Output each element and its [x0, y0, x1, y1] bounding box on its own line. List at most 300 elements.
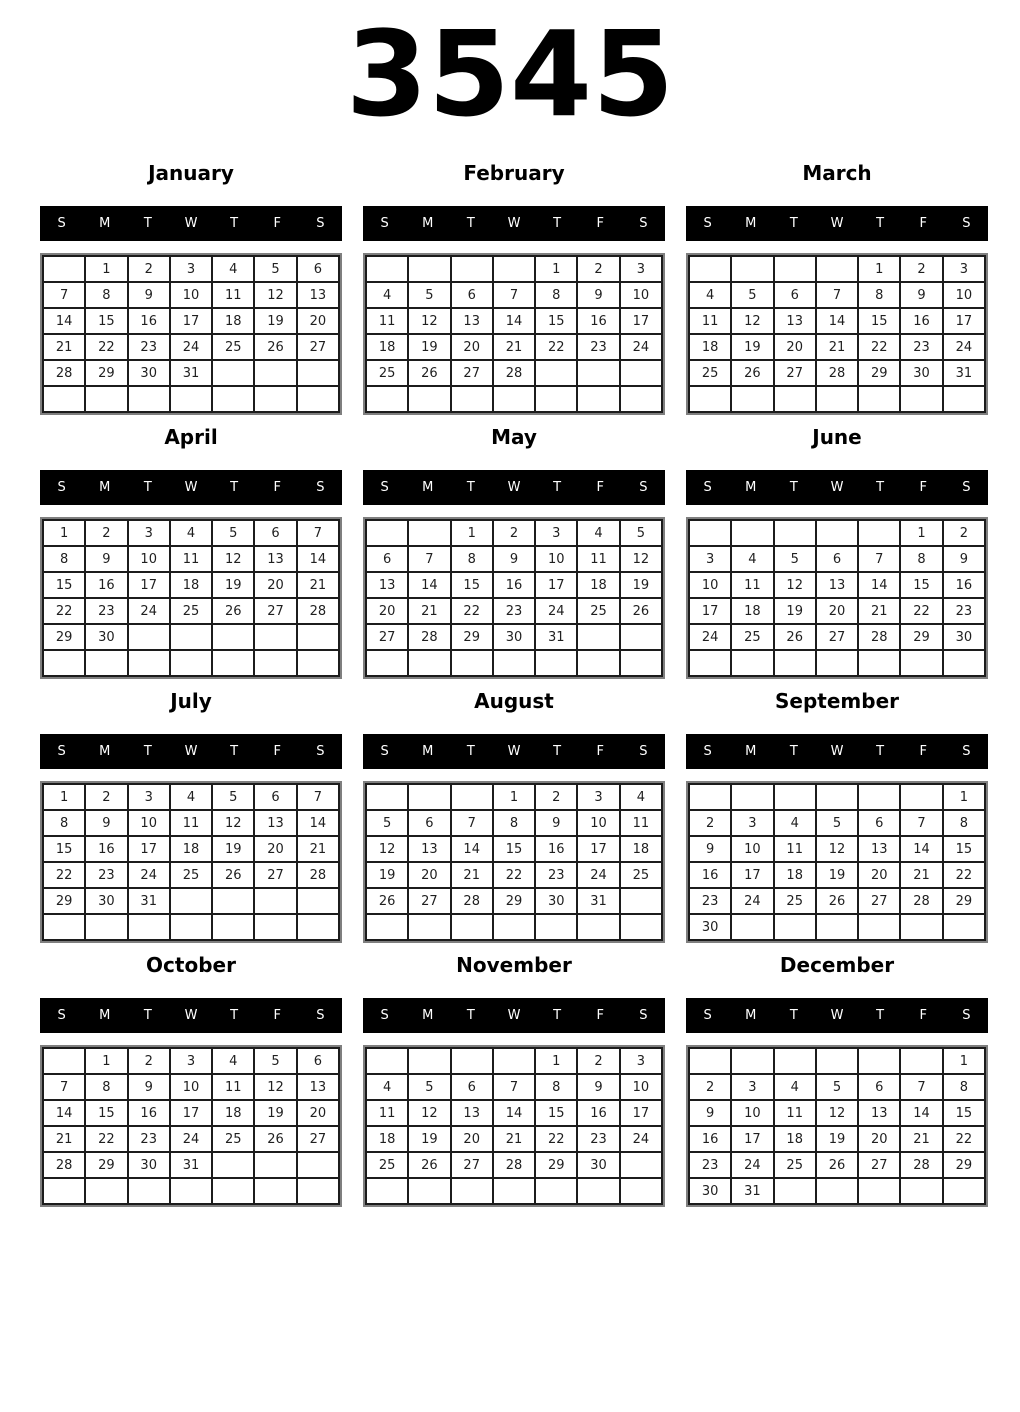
week-row: [366, 572, 662, 598]
day-cell: 22: [943, 1126, 985, 1152]
day-cell: 29: [900, 624, 942, 650]
day-cell: 3: [128, 520, 170, 546]
empty-day-cell: [297, 914, 339, 940]
day-cell: 18: [774, 862, 816, 888]
day-cell: 18: [212, 308, 254, 334]
day-cell: 15: [493, 836, 535, 862]
day-cell: 20: [451, 1126, 493, 1152]
week-row: [366, 520, 662, 546]
day-header-label: S: [703, 1008, 712, 1024]
week-row: [689, 308, 985, 334]
day-cell: 9: [128, 282, 170, 308]
day-cell: 11: [170, 810, 212, 836]
day-header-label: T: [230, 216, 239, 232]
day-header-label: S: [316, 1008, 325, 1024]
day-cell: 23: [577, 334, 619, 360]
empty-day-cell: [816, 1048, 858, 1074]
day-cell: 19: [816, 862, 858, 888]
day-header-label: T: [789, 1008, 798, 1024]
day-cell: 4: [774, 1074, 816, 1100]
day-cell: 30: [943, 624, 985, 650]
day-cell: 29: [43, 624, 85, 650]
empty-day-cell: [254, 360, 296, 386]
day-cell: 18: [366, 1126, 408, 1152]
empty-day-cell: [254, 624, 296, 650]
day-header-label: S: [639, 1008, 648, 1024]
week-row: [366, 334, 662, 360]
day-cell: 5: [408, 1074, 450, 1100]
month-title: August: [474, 689, 554, 714]
day-cell: 6: [366, 546, 408, 572]
week-row: [366, 1074, 662, 1100]
empty-day-cell: [408, 914, 450, 940]
day-cell: 24: [170, 334, 212, 360]
day-header-label: S: [962, 480, 971, 496]
week-row: [689, 598, 985, 624]
week-row: [689, 914, 985, 940]
week-row: [366, 360, 662, 386]
empty-day-cell: [577, 914, 619, 940]
day-cell: 10: [128, 546, 170, 572]
day-cell: 8: [858, 282, 900, 308]
day-cell: 28: [900, 888, 942, 914]
month-grid: [42, 255, 340, 413]
empty-day-cell: [858, 784, 900, 810]
day-cell: 1: [535, 256, 577, 282]
day-cell: 30: [900, 360, 942, 386]
empty-day-cell: [43, 914, 85, 940]
day-cell: 23: [128, 1126, 170, 1152]
day-cell: 12: [366, 836, 408, 862]
day-cell: 21: [297, 836, 339, 862]
day-cell: 26: [816, 888, 858, 914]
month-block: [686, 953, 988, 1207]
empty-day-cell: [900, 914, 942, 940]
day-cell: 19: [212, 836, 254, 862]
month-title: February: [463, 161, 565, 186]
day-cell: 17: [535, 572, 577, 598]
day-of-week-header: [40, 998, 342, 1033]
empty-day-cell: [900, 386, 942, 412]
months-grid: [0, 143, 1020, 1207]
day-cell: 14: [297, 810, 339, 836]
day-cell: 14: [493, 308, 535, 334]
day-cell: 28: [297, 862, 339, 888]
day-cell: 23: [85, 598, 127, 624]
day-cell: 16: [128, 308, 170, 334]
day-cell: 7: [408, 546, 450, 572]
day-cell: 30: [689, 1178, 731, 1204]
day-cell: 12: [212, 810, 254, 836]
day-cell: 6: [774, 282, 816, 308]
day-cell: 20: [297, 308, 339, 334]
day-cell: 21: [43, 1126, 85, 1152]
day-cell: 1: [858, 256, 900, 282]
month-grid: [688, 783, 986, 941]
week-row: [366, 308, 662, 334]
week-row: [366, 810, 662, 836]
day-cell: 4: [366, 1074, 408, 1100]
day-cell: 16: [943, 572, 985, 598]
empty-day-cell: [774, 914, 816, 940]
day-cell: 1: [900, 520, 942, 546]
month-grid-border: [363, 517, 665, 679]
empty-day-cell: [43, 1178, 85, 1204]
day-of-week-header: [40, 470, 342, 505]
month-grid-border: [40, 781, 342, 943]
empty-day-cell: [43, 256, 85, 282]
day-cell: 30: [577, 1152, 619, 1178]
month-block: [40, 953, 342, 1207]
day-cell: 2: [689, 1074, 731, 1100]
empty-day-cell: [128, 914, 170, 940]
day-header-label: M: [422, 1008, 434, 1024]
day-cell: 14: [493, 1100, 535, 1126]
day-cell: 12: [816, 1100, 858, 1126]
empty-day-cell: [731, 386, 773, 412]
month-title: July: [170, 689, 212, 714]
day-cell: 17: [731, 1126, 773, 1152]
day-cell: 30: [85, 624, 127, 650]
day-cell: 7: [900, 810, 942, 836]
month-grid-border: [686, 253, 988, 415]
day-header-label: M: [99, 216, 111, 232]
day-cell: 10: [170, 282, 212, 308]
empty-day-cell: [366, 650, 408, 676]
day-cell: 19: [366, 862, 408, 888]
day-header-label: W: [830, 744, 844, 760]
day-header-label: S: [380, 480, 389, 496]
day-cell: 26: [254, 334, 296, 360]
day-cell: 9: [577, 282, 619, 308]
empty-day-cell: [816, 386, 858, 412]
day-cell: 4: [774, 810, 816, 836]
empty-day-cell: [689, 256, 731, 282]
day-cell: 11: [366, 308, 408, 334]
day-cell: 29: [451, 624, 493, 650]
week-row: [366, 1126, 662, 1152]
day-cell: 18: [731, 598, 773, 624]
day-header-label: F: [596, 1008, 605, 1024]
day-header-label: S: [703, 216, 712, 232]
empty-day-cell: [128, 386, 170, 412]
day-cell: 31: [731, 1178, 773, 1204]
day-cell: 27: [254, 862, 296, 888]
month-block: [686, 689, 988, 943]
empty-day-cell: [170, 914, 212, 940]
day-cell: 8: [900, 546, 942, 572]
empty-day-cell: [451, 650, 493, 676]
day-cell: 15: [43, 572, 85, 598]
day-cell: 8: [535, 282, 577, 308]
day-cell: 25: [774, 1152, 816, 1178]
week-row: [43, 546, 339, 572]
day-cell: 17: [689, 598, 731, 624]
day-header-label: W: [507, 480, 521, 496]
day-cell: 31: [535, 624, 577, 650]
day-cell: 21: [900, 862, 942, 888]
day-cell: 31: [577, 888, 619, 914]
day-cell: 3: [577, 784, 619, 810]
day-cell: 13: [774, 308, 816, 334]
month-grid: [42, 783, 340, 941]
empty-day-cell: [85, 386, 127, 412]
day-cell: 25: [577, 598, 619, 624]
empty-day-cell: [451, 386, 493, 412]
week-row: [43, 360, 339, 386]
day-cell: 3: [689, 546, 731, 572]
day-cell: 16: [493, 572, 535, 598]
empty-day-cell: [620, 650, 662, 676]
day-cell: 17: [731, 862, 773, 888]
empty-day-cell: [943, 914, 985, 940]
empty-day-cell: [943, 650, 985, 676]
day-header-label: S: [962, 744, 971, 760]
day-header-label: T: [466, 744, 475, 760]
empty-day-cell: [408, 1178, 450, 1204]
empty-day-cell: [858, 914, 900, 940]
day-cell: 29: [535, 1152, 577, 1178]
week-row: [689, 1178, 985, 1204]
day-header-label: S: [639, 744, 648, 760]
day-cell: 25: [731, 624, 773, 650]
day-cell: 5: [816, 810, 858, 836]
week-row: [689, 650, 985, 676]
day-cell: 23: [900, 334, 942, 360]
empty-day-cell: [85, 914, 127, 940]
day-header-label: T: [143, 744, 152, 760]
day-cell: 8: [85, 1074, 127, 1100]
day-cell: 20: [774, 334, 816, 360]
week-row: [43, 308, 339, 334]
day-cell: 25: [170, 862, 212, 888]
day-cell: 18: [170, 572, 212, 598]
day-header-label: S: [380, 1008, 389, 1024]
day-cell: 16: [535, 836, 577, 862]
month-title: December: [779, 953, 895, 978]
day-of-week-header: [363, 734, 665, 769]
week-row: [366, 1178, 662, 1204]
day-cell: 22: [85, 334, 127, 360]
day-cell: 21: [43, 334, 85, 360]
day-cell: 5: [408, 282, 450, 308]
week-row: [689, 624, 985, 650]
week-row: [43, 1100, 339, 1126]
day-header-label: S: [57, 744, 66, 760]
empty-day-cell: [858, 386, 900, 412]
empty-day-cell: [774, 386, 816, 412]
week-row: [43, 386, 339, 412]
empty-day-cell: [297, 650, 339, 676]
day-cell: 11: [170, 546, 212, 572]
month-title: October: [146, 953, 236, 978]
empty-day-cell: [254, 1152, 296, 1178]
day-of-week-header: [40, 734, 342, 769]
day-cell: 9: [900, 282, 942, 308]
day-cell: 20: [816, 598, 858, 624]
month-title: June: [812, 425, 862, 450]
day-cell: 27: [297, 1126, 339, 1152]
day-header-label: T: [876, 216, 885, 232]
day-header-label: F: [273, 1008, 282, 1024]
empty-day-cell: [577, 650, 619, 676]
day-header-label: T: [789, 744, 798, 760]
week-row: [689, 1152, 985, 1178]
day-cell: 22: [451, 598, 493, 624]
day-cell: 24: [620, 334, 662, 360]
week-row: [43, 520, 339, 546]
day-header-label: M: [422, 744, 434, 760]
day-cell: 19: [620, 572, 662, 598]
week-row: [43, 624, 339, 650]
day-cell: 4: [212, 1048, 254, 1074]
empty-day-cell: [900, 784, 942, 810]
day-header-label: F: [919, 744, 928, 760]
day-cell: 21: [493, 334, 535, 360]
month-title: April: [164, 425, 218, 450]
day-cell: 13: [858, 836, 900, 862]
day-header-label: F: [596, 744, 605, 760]
day-cell: 29: [943, 1152, 985, 1178]
month-block: [686, 425, 988, 679]
empty-day-cell: [774, 256, 816, 282]
day-cell: 23: [577, 1126, 619, 1152]
month-title: January: [148, 161, 234, 186]
month-block: [363, 161, 665, 415]
week-row: [43, 810, 339, 836]
week-row: [43, 888, 339, 914]
day-header-label: S: [962, 1008, 971, 1024]
week-row: [366, 282, 662, 308]
day-cell: 6: [254, 520, 296, 546]
day-cell: 18: [689, 334, 731, 360]
day-cell: 12: [620, 546, 662, 572]
day-cell: 19: [254, 308, 296, 334]
empty-day-cell: [254, 386, 296, 412]
empty-day-cell: [858, 1178, 900, 1204]
day-cell: 27: [816, 624, 858, 650]
day-header-label: F: [919, 1008, 928, 1024]
empty-day-cell: [535, 360, 577, 386]
week-row: [689, 1074, 985, 1100]
day-cell: 19: [816, 1126, 858, 1152]
day-cell: 14: [900, 836, 942, 862]
empty-day-cell: [731, 650, 773, 676]
empty-day-cell: [493, 914, 535, 940]
week-row: [43, 1074, 339, 1100]
day-header-label: W: [184, 1008, 198, 1024]
day-cell: 11: [774, 836, 816, 862]
day-cell: 10: [128, 810, 170, 836]
day-cell: 6: [297, 256, 339, 282]
day-cell: 26: [816, 1152, 858, 1178]
day-header-label: F: [273, 744, 282, 760]
day-cell: 5: [816, 1074, 858, 1100]
day-cell: 3: [128, 784, 170, 810]
day-cell: 22: [493, 862, 535, 888]
month-grid: [688, 1047, 986, 1205]
month-block: [363, 953, 665, 1207]
day-cell: 21: [493, 1126, 535, 1152]
day-cell: 12: [774, 572, 816, 598]
month-grid: [365, 1047, 663, 1205]
day-cell: 27: [254, 598, 296, 624]
day-cell: 13: [297, 1074, 339, 1100]
empty-day-cell: [212, 1178, 254, 1204]
day-header-label: T: [466, 216, 475, 232]
day-cell: 10: [689, 572, 731, 598]
day-cell: 29: [858, 360, 900, 386]
empty-day-cell: [212, 888, 254, 914]
day-cell: 10: [731, 836, 773, 862]
month-grid-border: [363, 1045, 665, 1207]
day-cell: 25: [689, 360, 731, 386]
week-row: [366, 784, 662, 810]
day-cell: 18: [577, 572, 619, 598]
day-cell: 24: [128, 862, 170, 888]
empty-day-cell: [620, 888, 662, 914]
day-header-label: M: [745, 1008, 757, 1024]
day-cell: 3: [620, 256, 662, 282]
day-header-label: T: [876, 480, 885, 496]
empty-day-cell: [731, 914, 773, 940]
day-cell: 11: [577, 546, 619, 572]
day-cell: 8: [43, 546, 85, 572]
month-grid-border: [40, 517, 342, 679]
day-cell: 25: [212, 1126, 254, 1152]
day-cell: 3: [731, 1074, 773, 1100]
day-header-label: T: [466, 480, 475, 496]
week-row: [43, 862, 339, 888]
month-title: May: [491, 425, 537, 450]
day-cell: 2: [689, 810, 731, 836]
day-cell: 10: [535, 546, 577, 572]
day-cell: 7: [43, 282, 85, 308]
empty-day-cell: [493, 386, 535, 412]
day-cell: 14: [858, 572, 900, 598]
day-cell: 17: [620, 308, 662, 334]
day-header-label: M: [99, 480, 111, 496]
day-cell: 30: [128, 1152, 170, 1178]
empty-day-cell: [577, 1178, 619, 1204]
day-header-label: M: [745, 744, 757, 760]
day-cell: 28: [297, 598, 339, 624]
day-header-label: M: [422, 480, 434, 496]
day-header-label: S: [316, 216, 325, 232]
day-cell: 2: [85, 784, 127, 810]
empty-day-cell: [493, 256, 535, 282]
empty-day-cell: [620, 1152, 662, 1178]
day-cell: 16: [85, 836, 127, 862]
day-cell: 24: [620, 1126, 662, 1152]
day-cell: 6: [858, 1074, 900, 1100]
empty-day-cell: [408, 386, 450, 412]
day-cell: 27: [451, 360, 493, 386]
day-cell: 20: [366, 598, 408, 624]
empty-day-cell: [816, 1178, 858, 1204]
day-of-week-header: [686, 470, 988, 505]
day-cell: 1: [943, 1048, 985, 1074]
day-cell: 13: [858, 1100, 900, 1126]
empty-day-cell: [689, 520, 731, 546]
day-cell: 29: [43, 888, 85, 914]
day-cell: 14: [43, 1100, 85, 1126]
week-row: [689, 360, 985, 386]
day-cell: 5: [212, 784, 254, 810]
day-cell: 20: [858, 1126, 900, 1152]
day-cell: 29: [85, 360, 127, 386]
empty-day-cell: [493, 650, 535, 676]
